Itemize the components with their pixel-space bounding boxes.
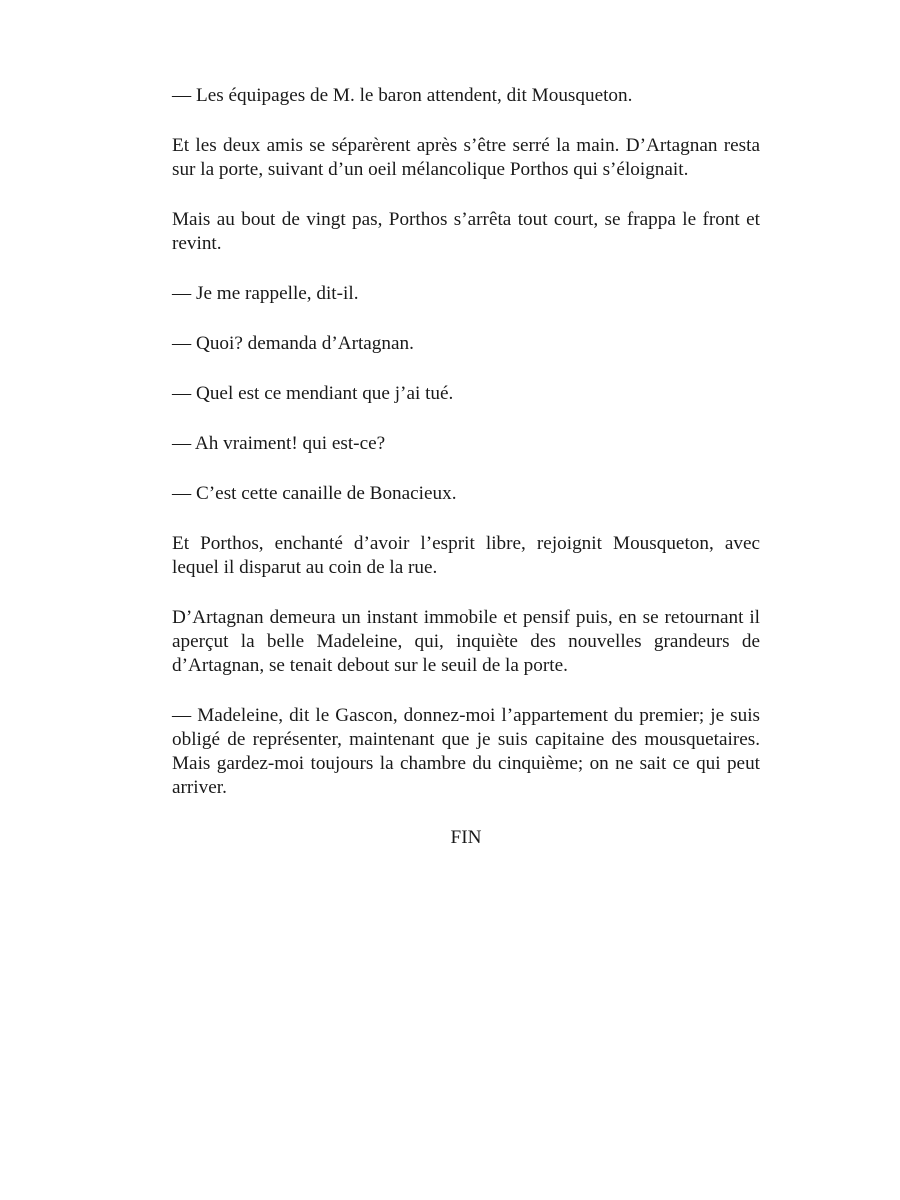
document-page xyxy=(172,84,760,850)
paragraph: Mais au bout de vingt pas, Porthos s’arrêta tout court, se frappa le front et revint. xyxy=(172,209,760,254)
paragraph: — Ah vraiment! qui est-ce? xyxy=(172,433,386,454)
paragraph: Et les deux amis se séparèrent après s’être serré la main. D’Artagnan resta sur la porte, suivant d’un oeil mélancolique Porthos qui s’éloignait. xyxy=(172,135,760,180)
end-mark: FIN xyxy=(450,827,482,848)
paragraph: — Quel est ce mendiant que j’ai tué. xyxy=(172,383,454,404)
paragraph: — C’est cette canaille de Bonacieux. xyxy=(172,483,457,504)
paragraph: — Les équipages de M. le baron attendent, dit Mousqueton. xyxy=(172,85,633,106)
paragraph: — Je me rappelle, dit-il. xyxy=(172,283,359,304)
paragraph: D’Artagnan demeura un instant immobile et pensif puis, en se retournant il aperçut la belle Madeleine, qui, inquiète des nouvelles grandeurs de d’Artagnan, se tenait debout sur le seuil de la porte. xyxy=(172,607,760,676)
paragraph: — Quoi? demanda d’Artagnan. xyxy=(172,333,414,354)
paragraph: — Madeleine, dit le Gascon, donnez-moi l’appartement du premier; je suis obligé de représenter, maintenant que je suis capitaine des mousquetaires. Mais gardez-moi toujours la chambre du cinquième; on ne sait ce qui peut arriver. xyxy=(172,705,760,798)
paragraph: Et Porthos, enchanté d’avoir l’esprit libre, rejoignit Mousqueton, avec lequel il disparut au coin de la rue. xyxy=(172,533,760,578)
